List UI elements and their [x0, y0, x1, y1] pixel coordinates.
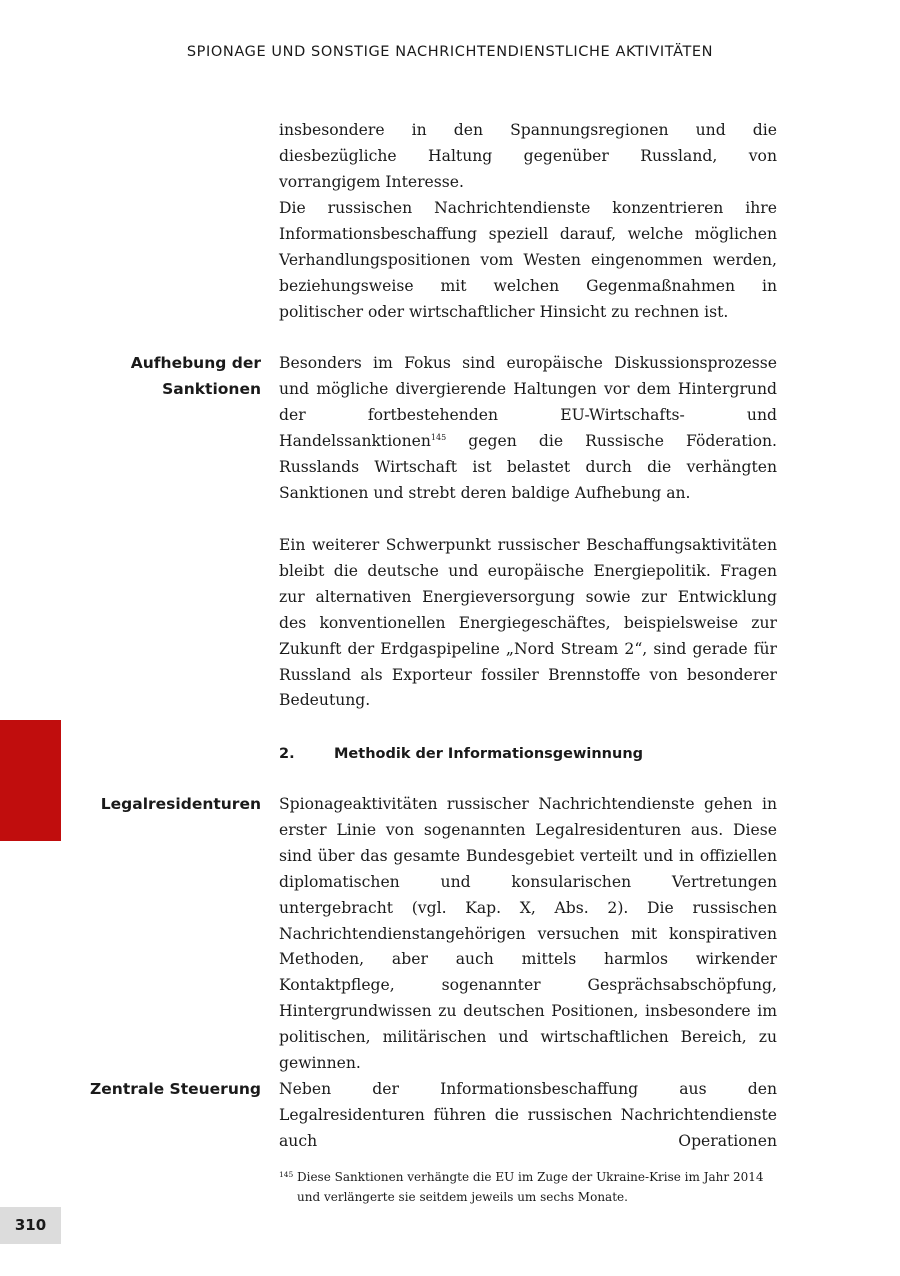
footnote-text: Diese Sanktionen verhängte die EU im Zuge der Ukraine-Krise im Jahr 2014 und verlängerte sie seitdem jeweils um sechs Monate.: [297, 1170, 764, 1204]
footnote-number: 145: [279, 1170, 294, 1179]
section-number: 2.: [279, 746, 295, 762]
footnote: [279, 1168, 777, 1207]
page-number: 310: [0, 1207, 61, 1244]
running-header: SPIONAGE UND SONSTIGE NACHRICHTENDIENSTLICHE AKTIVITÄTEN: [186, 44, 714, 60]
paragraph-text: Besonders im Fokus sind europäische Diskussionsprozesse und mögliche divergierende Haltungen vor dem Hintergrund der fortbestehenden EU-Wirtschafts- und Handelssanktionen: [279, 354, 777, 450]
chapter-tab-marker: [0, 720, 61, 841]
margin-heading-line: Aufhebung der: [130, 354, 261, 372]
margin-heading-legalresidenturen: Legalresidenturen: [100, 795, 261, 813]
paragraph-legalresidenturen: Spionageaktivitäten russischer Nachrichtendienste gehen in erster Linie von sogenannten Legalresidenturen aus. Diese sind über das gesamte Bundesgebiet verteilt und in offiziellen diplomatischen und konsularischen Vertretungen untergebracht (vgl. Kap. X, Abs. 2). Die russischen Nachrichtendienstangehörigen versuchen mit konspirativen Methoden, aber auch mittels harmlos wirkender Kontaktpflege, sogenannter Gesprächsabschöpfung, Hintergrundwissen zu deutschen Positionen, insbesondere im politischen, militärischen und wirtschaftlichen Bereich, zu gewinnen.: [279, 795, 777, 1073]
margin-heading-line: Sanktionen: [162, 379, 261, 398]
footnote-reference[interactable]: 145: [430, 432, 447, 442]
margin-heading-zentrale-steuerung: Zentrale Steuerung: [90, 1080, 261, 1098]
paragraph-sanktionen: [279, 351, 777, 506]
paragraph-interesse: insbesondere in den Spannungsregionen und die diesbezügliche Haltung gegenüber Russland, von vorrangigem Interesse.: [279, 121, 777, 191]
paragraph-energiepolitik: Ein weiterer Schwerpunkt russischer Beschaffungsaktivitäten bleibt die deutsche und europäische Energiepolitik. Fragen zur alternativen Energieversorgung sowie zur Entwicklung des konventionellen Energiegeschäftes, beispielsweise zur Zukunft der Erdgaspipeline „Nord Stream 2“, sind gerade für Russland als Exporteur fossiler Brennstoffe von besonderer Bedeutung.: [279, 536, 777, 710]
paragraph-verhandlungspositionen: Die russischen Nachrichtendienste konzentrieren ihre Informationsbeschaffung speziell darauf, welche möglichen Verhandlungspositionen vom Westen eingenommen werden, beziehungsweise mit welchen Gegenmaßnahmen in politischer oder wirtschaftlicher Hinsicht zu rechnen ist.: [279, 199, 777, 321]
section-title: Methodik der Informationsgewinnung: [334, 746, 644, 762]
paragraph-text: gegen die Russische Föderation. Russlands Wirtschaft ist belastet durch die verhängten Sanktionen und strebt deren baldige Aufhebung an.: [279, 431, 777, 502]
section-heading: [279, 742, 643, 766]
paragraph-zentrale-steuerung: Neben der Informationsbeschaffung aus den Legalresidenturen führen die russischen Nachrichtendienste auch Operationen: [279, 1080, 777, 1150]
margin-heading-aufhebung-der-sanktionen: [61, 351, 261, 403]
